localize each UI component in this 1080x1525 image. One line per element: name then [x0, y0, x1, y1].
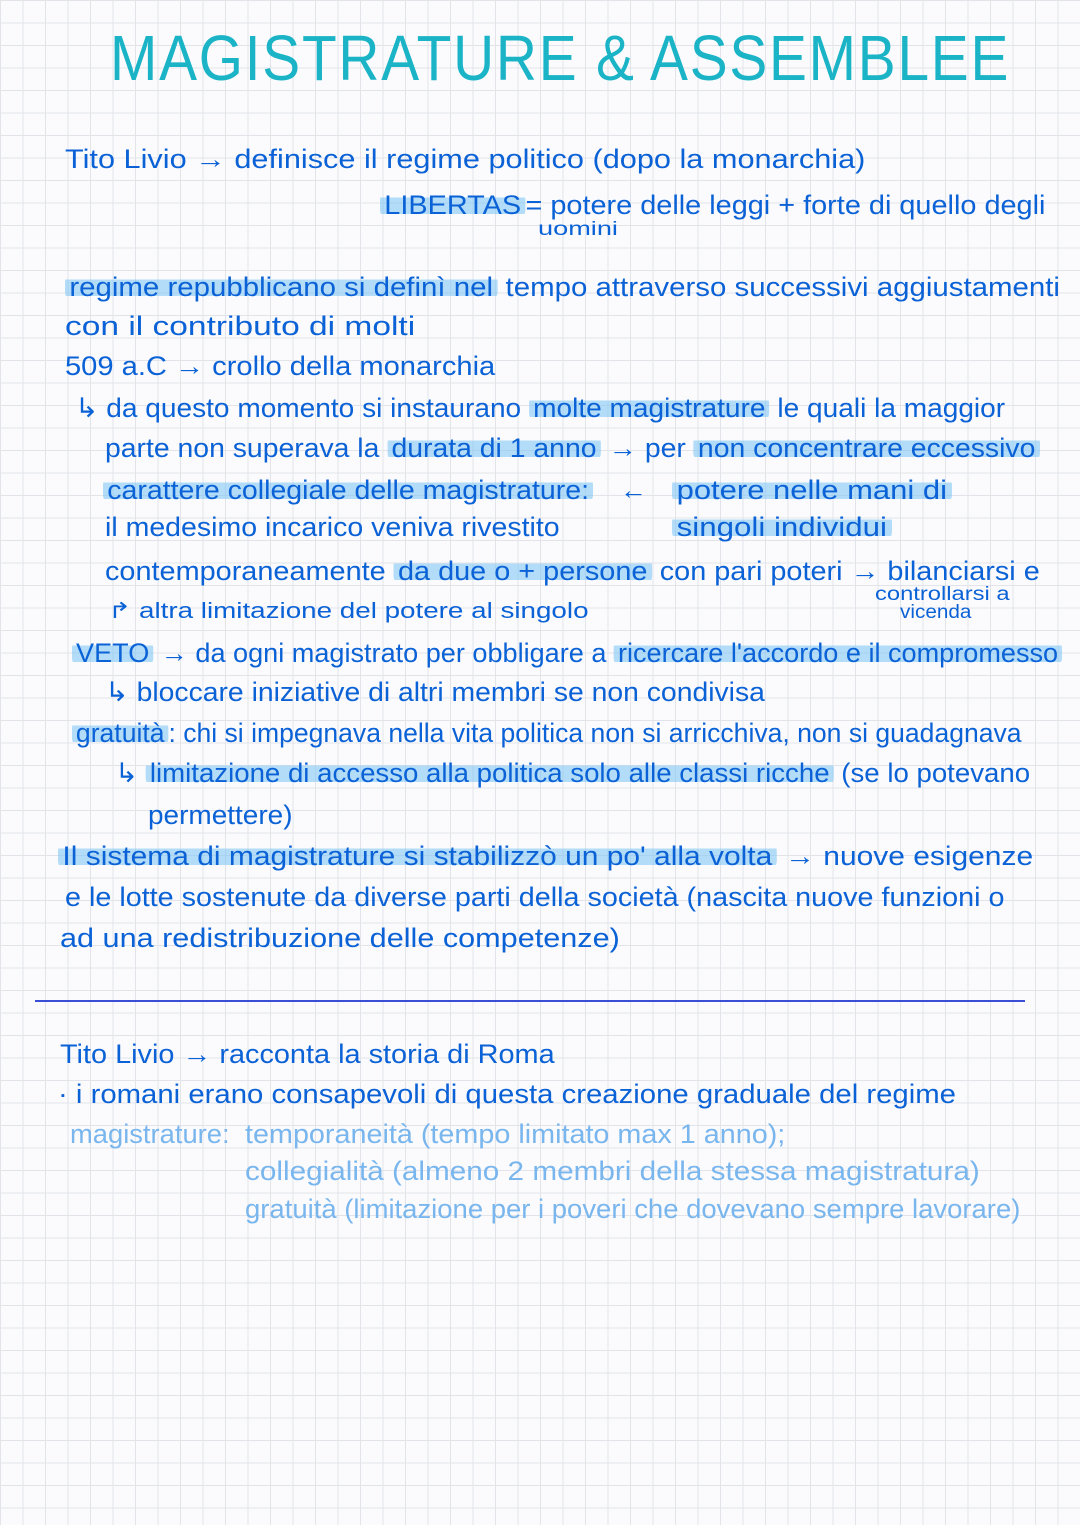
note-line: [72, 717, 1022, 749]
note-line: [105, 555, 1040, 587]
note-line: con il contributo di molti: [65, 311, 416, 341]
note-text: → per: [600, 433, 694, 463]
note-line: [103, 474, 593, 506]
note-text: parte non superava la: [105, 433, 388, 463]
note-text: contemporaneamente: [105, 556, 394, 586]
note-text: le quali la maggior: [769, 393, 1006, 423]
note-item: temporaneità (tempo limitato max 1 anno);: [245, 1119, 786, 1149]
highlight: LIBERTAS: [380, 190, 525, 220]
note-line: ad una redistribuzione delle competenze): [60, 923, 620, 953]
arrow-left-icon: ←: [620, 475, 647, 505]
note-line: [105, 432, 1040, 464]
highlight: non concentrare eccessivo: [694, 433, 1040, 463]
note-line: ↳ bloccare iniziative di altri membri se non condivisa: [105, 677, 765, 707]
note-line: 509 a.C → crollo della monarchia: [65, 351, 496, 381]
highlight: da due o + persone: [394, 556, 652, 586]
note-item: gratuità (limitazione per i poveri che dovevano sempre lavorare): [245, 1194, 1021, 1224]
note-label: magistrature:: [70, 1119, 230, 1149]
note-line: Tito Livio → definisce il regime politico (dopo la monarchia): [65, 144, 866, 174]
highlight: Il sistema di magistrature si stabilizzò un po' alla volta: [58, 841, 777, 871]
note-line: permettere): [148, 800, 293, 830]
note-line: [380, 189, 1045, 221]
highlight: durata di 1 anno: [387, 433, 600, 463]
highlight: carattere collegiale delle magistrature:: [103, 475, 593, 505]
highlight: singoli individui: [672, 512, 892, 542]
note-line: · i romani erano consapevoli di questa creazione graduale del regime: [58, 1079, 956, 1109]
page-title: MAGISTRATURE & ASSEMBLEE: [110, 22, 1011, 94]
note-text: → nuove esigenze: [776, 841, 1034, 871]
note-text: = potere delle leggi + forte di quello degli: [525, 190, 1046, 220]
note-line: uomini: [538, 219, 618, 240]
note-line: ↱ altra limitazione del potere al singolo: [108, 598, 589, 623]
note-line: [72, 637, 1062, 669]
highlight: limitazione di accesso alla politica solo alle classi ricche: [146, 758, 834, 788]
note-text: ↳: [115, 758, 146, 788]
highlight: regime repubblicano si definì nel: [65, 272, 497, 302]
note-line: controllarsi a: [875, 584, 1010, 605]
note-line: [672, 511, 892, 543]
note-item: collegialità (almeno 2 membri della stessa magistratura): [245, 1156, 980, 1186]
highlight: gratuità: [72, 718, 168, 748]
note-text: tempo attraverso successivi aggiustamenti: [497, 272, 1060, 302]
highlight: ricercare l'accordo e il compromesso: [614, 638, 1062, 668]
note-line: [75, 392, 1005, 424]
note-line: Tito Livio → racconta la storia di Roma: [60, 1039, 555, 1069]
highlight: VETO: [72, 638, 153, 668]
note-text: ↳ da questo momento si instaurano: [75, 393, 529, 423]
note-line: vicenda: [900, 602, 972, 623]
note-text: con pari poteri → bilanciarsi e: [651, 556, 1040, 586]
highlight: potere nelle mani di: [672, 475, 952, 505]
note-line: [115, 757, 1030, 789]
note-line: il medesimo incarico veniva rivestito: [105, 512, 560, 542]
note-text: : chi si impegnava nella vita politica non si arricchiva, non si guadagnava: [168, 718, 1022, 748]
note-line: e le lotte sostenute da diverse parti della società (nascita nuove funzioni o: [65, 882, 1005, 912]
note-line: [672, 474, 952, 506]
note-text: → da ogni magistrato per obbligare a: [153, 638, 614, 668]
highlight: molte magistrature: [529, 393, 770, 423]
note-text: (se lo potevano: [833, 758, 1031, 788]
note-line: [65, 271, 1060, 303]
note-line: [58, 840, 1033, 872]
section-divider: [35, 1000, 1025, 1002]
